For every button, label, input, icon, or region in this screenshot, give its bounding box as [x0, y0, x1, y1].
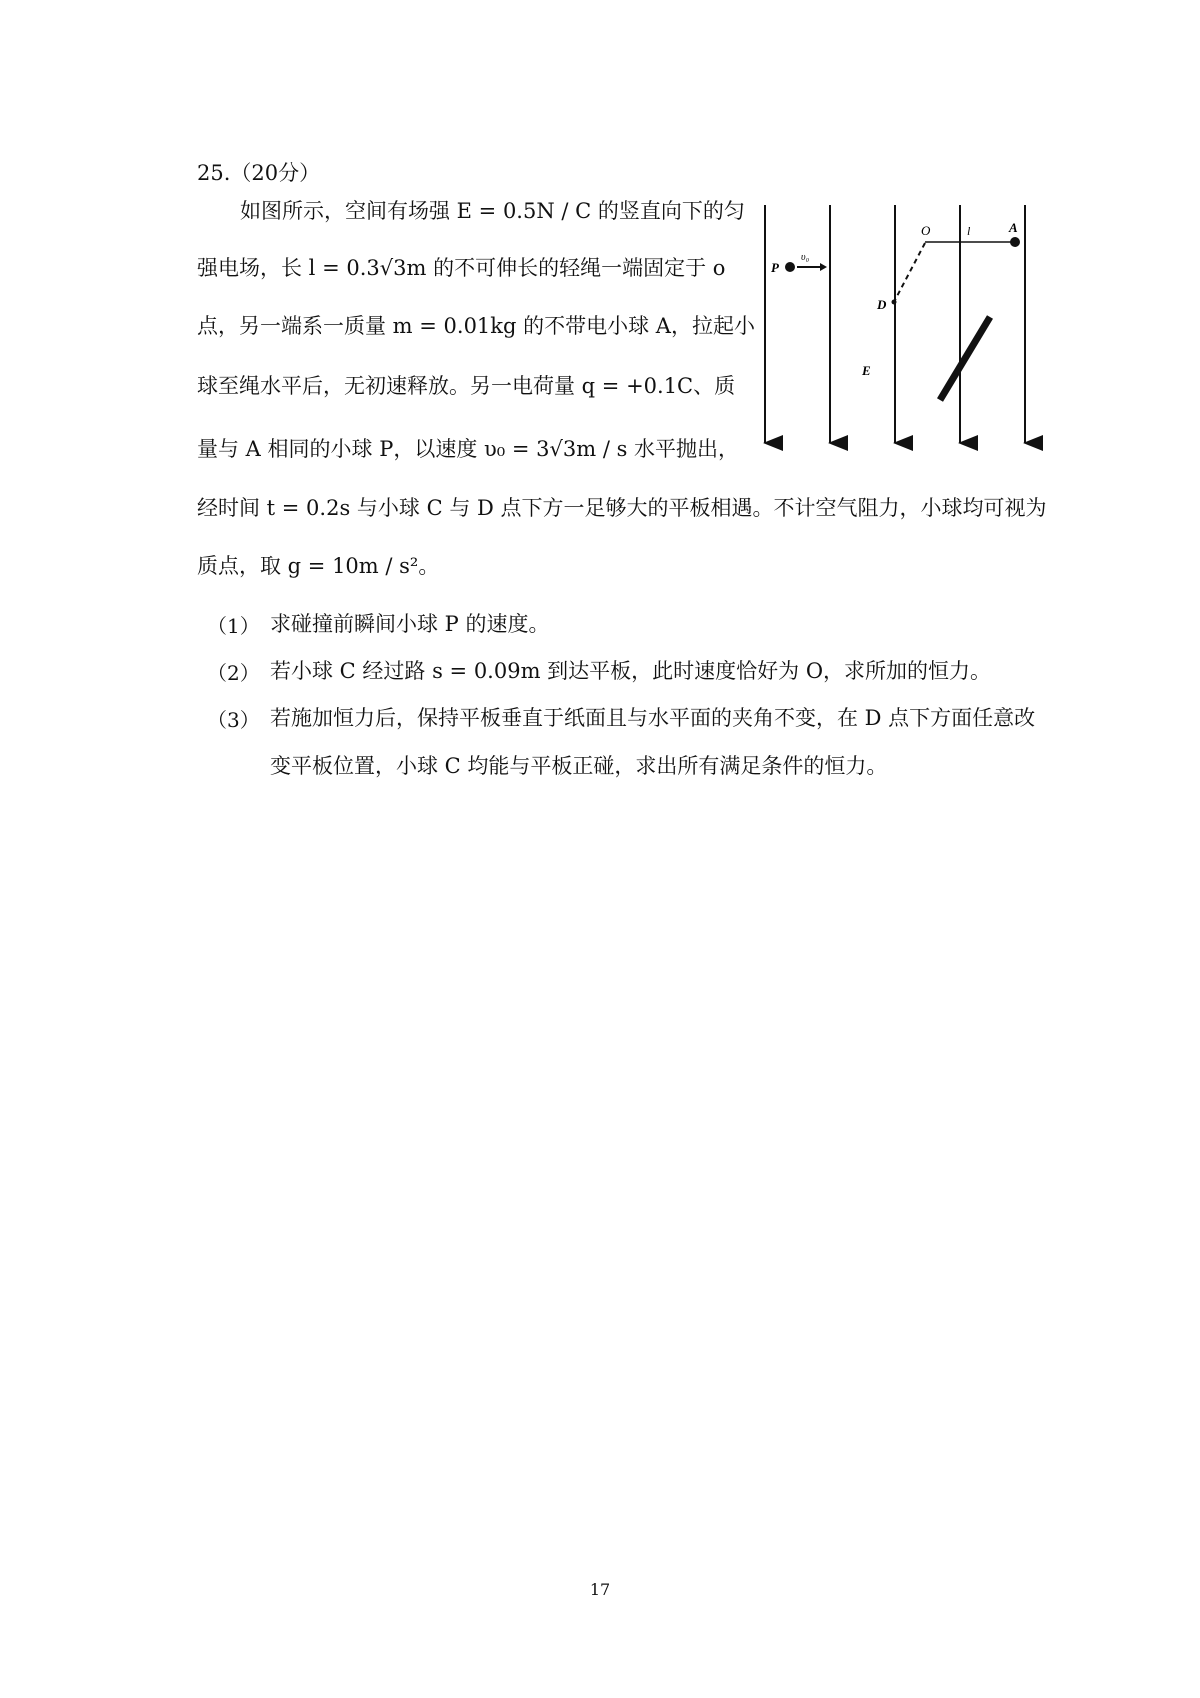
- question-1-number: （1）: [207, 614, 260, 638]
- label-o: O: [921, 223, 931, 238]
- label-e: E: [862, 363, 871, 378]
- label-v0: υ₀: [801, 252, 810, 263]
- stem-line-1: 如图所示，空间有场强 E = 0.5N / C 的竖直向下的匀: [240, 199, 745, 223]
- question-2-text: 若小球 C 经过路 s = 0.09m 到达平板，此时速度恰好为 O，求所加的恒力。: [270, 659, 992, 683]
- ball-a: [1010, 237, 1020, 247]
- stem-line-5: 量与 A 相同的小球 P，以速度 υ₀ = 3√3m / s 水平抛出，: [197, 437, 740, 461]
- stem-line-3: 点，另一端系一质量 m = 0.01kg 的不带电小球 A，拉起小: [197, 314, 755, 338]
- velocity-arrowhead: [820, 263, 827, 271]
- electric-field-diagram: [745, 205, 1045, 455]
- stem-line-7: 质点，取 g = 10m / s²。: [197, 554, 440, 578]
- stem-line-6: 经时间 t = 0.2s 与小球 C 与 D 点下方一足够大的平板相遇。不计空气阻力，小球均可视为: [197, 496, 1047, 520]
- question-3-text-line-2: 变平板位置，小球 C 均能与平板正碰，求出所有满足条件的恒力。: [270, 754, 888, 778]
- label-p: P: [771, 260, 779, 275]
- label-l: l: [967, 224, 971, 238]
- stem-line-2: 强电场，长 l = 0.3√3m 的不可伸长的轻绳一端固定于 o: [197, 256, 726, 280]
- plate: [940, 317, 990, 400]
- label-d: D: [877, 297, 887, 312]
- stem-line-4: 球至绳水平后，无初速释放。另一电荷量 q = +0.1C、质: [197, 374, 736, 398]
- problem-header: 25.（20分）: [197, 161, 321, 185]
- rope-dashed: [895, 243, 925, 300]
- question-3-number: （3）: [207, 708, 260, 732]
- question-1-text: 求碰撞前瞬间小球 P 的速度。: [270, 612, 550, 636]
- ball-p: [785, 262, 795, 272]
- label-a: A: [1009, 220, 1018, 235]
- question-2-number: （2）: [207, 661, 260, 685]
- point-d: [892, 300, 897, 305]
- page-number: 17: [589, 1580, 611, 1599]
- question-3-text-line-1: 若施加恒力后，保持平板垂直于纸面且与水平面的夹角不变，在 D 点下方面任意改: [270, 706, 1036, 730]
